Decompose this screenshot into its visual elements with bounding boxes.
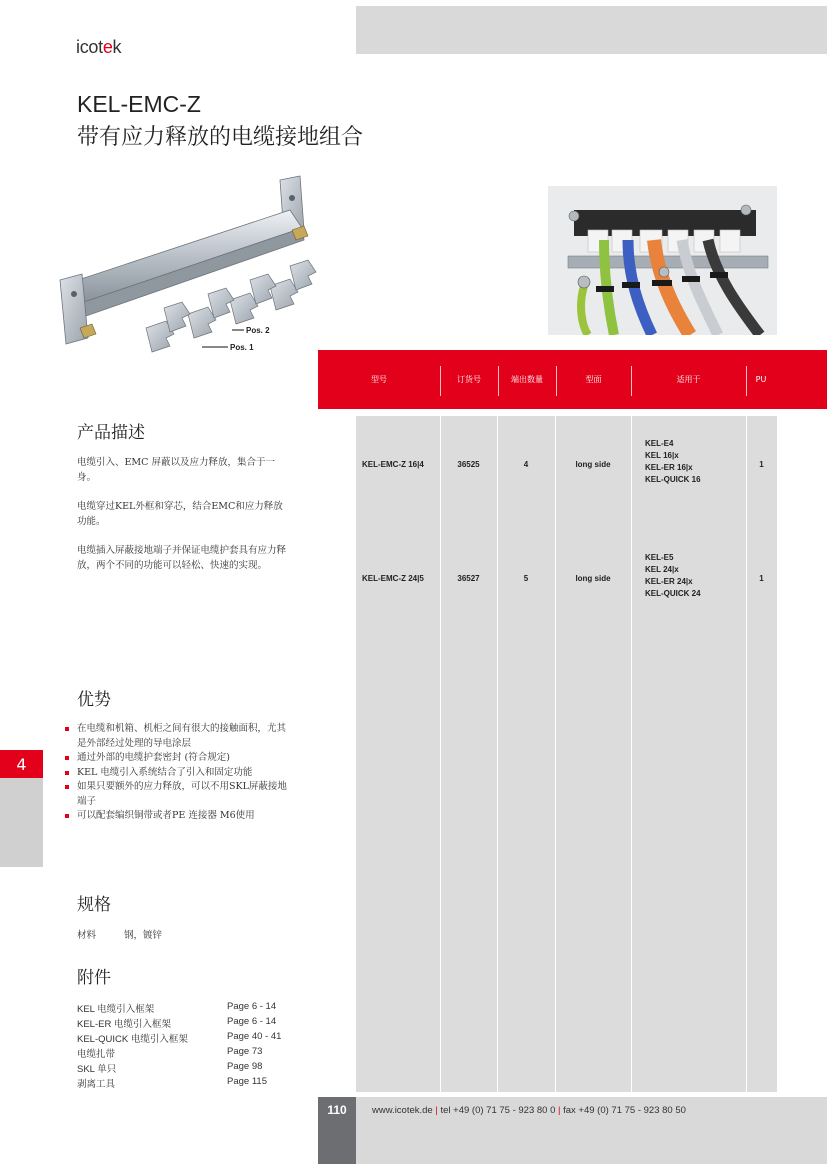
description-heading: 产品描述 xyxy=(77,423,145,443)
advantages-list xyxy=(77,722,292,824)
cell-count: 5 xyxy=(523,574,529,583)
list-item: KEL 电缆引入系统结合了引入和固定功能 xyxy=(77,766,292,781)
cell-side: long side xyxy=(575,574,611,583)
pos-2-label: Pos. 2 xyxy=(246,326,270,335)
list-item: 在电缆和机箱、机柜之间有很大的接触面积，尤其是外部经过处理的导电涂层 xyxy=(77,722,292,751)
icotek-logo: icotek xyxy=(76,37,122,57)
phone-number: tel +49 (0) 71 75 - 923 80 0 xyxy=(440,1105,556,1116)
page-number: 110 xyxy=(318,1097,356,1164)
cell-pu: 1 xyxy=(759,574,764,583)
pos-1-label: Pos. 1 xyxy=(230,343,254,352)
chapter-tab: 4 xyxy=(0,750,43,778)
chapter-tab-gray xyxy=(0,778,43,867)
list-item: 通过外部的电缆护套密封 (符合规定) xyxy=(77,751,292,766)
cell-side: long side xyxy=(575,460,611,469)
cell-count: 4 xyxy=(523,460,529,469)
page-title: KEL-EMC-Z xyxy=(77,91,201,117)
cell-model: KEL-EMC-Z 24|5 xyxy=(362,574,424,583)
product-table xyxy=(356,416,777,1092)
col-header-count: 端出数量 xyxy=(511,375,543,384)
cell-pu: 1 xyxy=(759,460,764,469)
installation-photo xyxy=(548,186,777,335)
website-link[interactable]: www.icotek.de xyxy=(372,1105,433,1116)
description-paragraph: 电缆插入屏蔽接地端子并保证电缆护套具有应力释放，两个不同的功能可以轻松、快速的实现。 xyxy=(77,545,287,571)
advantages-heading: 优势 xyxy=(77,690,111,710)
cell-fits: KEL-E4 KEL 16|x KEL-ER 16|x KEL-QUICK 16 xyxy=(645,439,701,484)
cell-order-no: 36525 xyxy=(457,460,480,469)
col-header-model: 型号 xyxy=(371,375,387,384)
description-paragraph: 电缆穿过KEL外框和穿芯，结合EMC和应力释放功能。 xyxy=(77,501,283,527)
cell-fits: KEL-E5 KEL 24|x KEL-ER 24|x KEL-QUICK 24 xyxy=(645,553,701,598)
footer-contact: www.icotek.de | tel +49 (0) 71 75 - 923 80 0 | fax +49 (0) 71 75 - 923 80 50 xyxy=(372,1105,686,1116)
page-subtitle: 带有应力释放的电缆接地组合 xyxy=(77,125,364,150)
col-header-pu: PU xyxy=(755,375,767,384)
accessories-heading: 附件 xyxy=(77,968,111,988)
col-header-order-no: 订货号 xyxy=(457,375,481,384)
material-value: 钢，镀锌 xyxy=(124,930,163,941)
description-paragraph: 电缆引入、EMC 屏蔽以及应力释放，集合于一身。 xyxy=(77,457,275,483)
list-item: 如果只要额外的应力释放，可以不用SKL屏蔽接地端子 xyxy=(77,780,292,809)
fax-number: fax +49 (0) 71 75 - 923 80 50 xyxy=(563,1105,686,1116)
footer-bar xyxy=(356,1097,827,1164)
cell-order-no: 36527 xyxy=(457,574,480,583)
list-item: 可以配套编织铜带或者PE 连接器 M6使用 xyxy=(77,809,292,824)
header-gray-band xyxy=(356,6,827,54)
cell-model: KEL-EMC-Z 16|4 xyxy=(362,460,424,469)
col-header-side: 型面 xyxy=(585,375,602,384)
col-header-fits: 适用于 xyxy=(676,375,701,384)
table-header xyxy=(318,350,827,409)
product-illustration xyxy=(52,170,342,370)
material-label: 材料 xyxy=(77,930,97,941)
specs-heading: 规格 xyxy=(77,895,111,915)
